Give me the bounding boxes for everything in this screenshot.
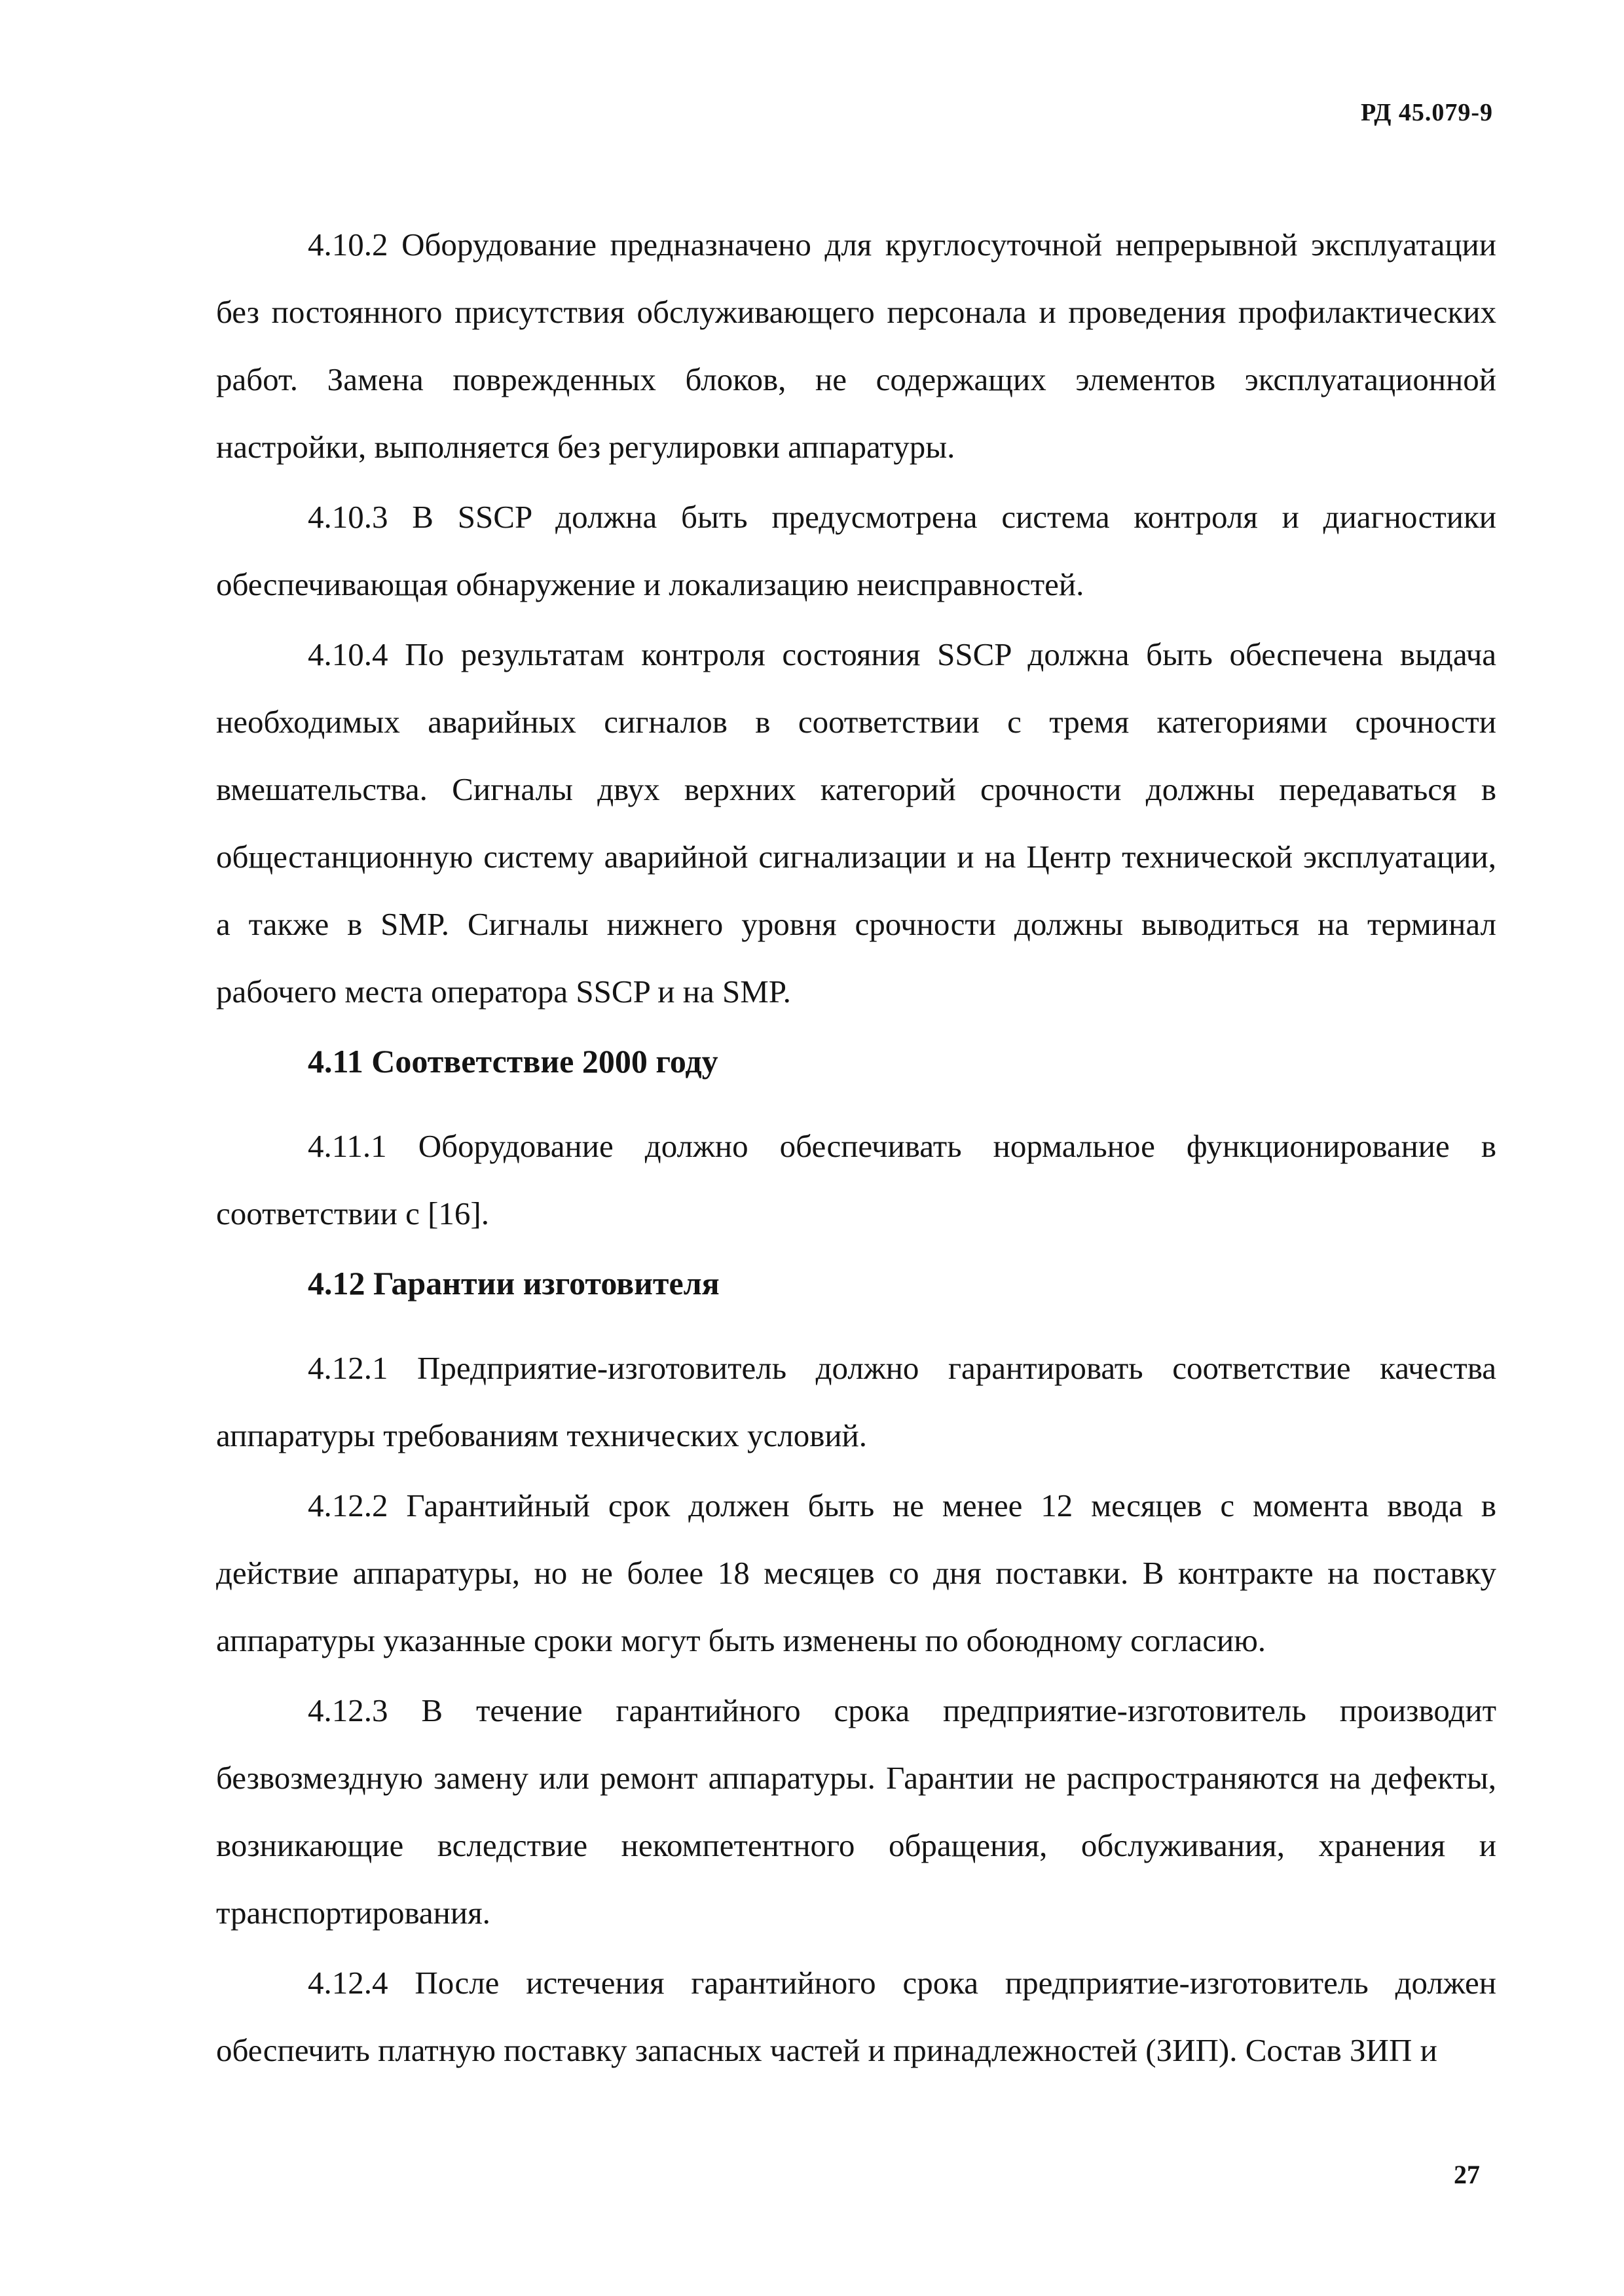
paragraph-4-12-4: 4.12.4 После истечения гарантийного срока предприятие-изготовитель должен обеспечить платную поставку запасных частей и принадлежностей (ЗИП). Состав ЗИП и	[216, 1965, 1496, 2068]
paragraph-4-10-2: 4.10.2 Оборудование предназначено для круглосуточной непрерывной эксплуатации без постоянного присутствия обслуживающего персонала и проведения профилактических работ. Замена поврежденных блоков, не содержащих элементов эксплуатационной настройки, выполняется без регулировки аппаратуры.	[216, 227, 1496, 465]
paragraph-4-10-3: 4.10.3 В SSCP должна быть предусмотрена система контроля и диагностики обеспечивающая обнаружение и локализацию неисправностей.	[216, 499, 1496, 602]
paragraph-4-10-4: 4.10.4 По результатам контроля состояния SSCP должна быть обеспечена выдача необходимых аварийных сигналов в соответствии с тремя категориями срочности вмешательства. Сигналы двух верхних категорий срочности должны передаваться в общестанционную систему аварийной сигнализации и на Центр технической эксплуатации, а также в SMP. Сигналы нижнего уровня срочности должны выводиться на терминал рабочего места оператора SSCP и на SMP.	[216, 636, 1496, 1010]
section-heading-4-11: 4.11 Соответствие 2000 году	[308, 1043, 718, 1080]
page-number: 27	[1454, 2160, 1480, 2189]
section-heading-4-12: 4.12 Гарантии изготовителя	[308, 1265, 720, 1302]
paragraph-4-11-1: 4.11.1 Оборудование должно обеспечивать нормальное функционирование в соответствии с [16].	[216, 1128, 1496, 1231]
paragraph-4-12-3: 4.12.3 В течение гарантийного срока предприятие-изготовитель производит безвозмездную замену или ремонт аппаратуры. Гарантии не распространяются на дефекты, возникающие вследствие некомпетентного обращения, обслуживания, хранения и транспортирования.	[216, 1692, 1496, 1931]
paragraph-4-12-1: 4.12.1 Предприятие-изготовитель должно гарантировать соответствие качества аппаратуры требованиям технических условий.	[216, 1350, 1496, 1453]
page-body	[216, 211, 1496, 2084]
paragraph-4-12-2: 4.12.2 Гарантийный срок должен быть не менее 12 месяцев с момента ввода в действие аппаратуры, но не более 18 месяцев со дня поставки. В контракте на поставку аппаратуры указанные сроки могут быть изменены по обоюдному согласию.	[216, 1487, 1496, 1658]
document-code: РД 45.079-9	[1361, 99, 1493, 126]
